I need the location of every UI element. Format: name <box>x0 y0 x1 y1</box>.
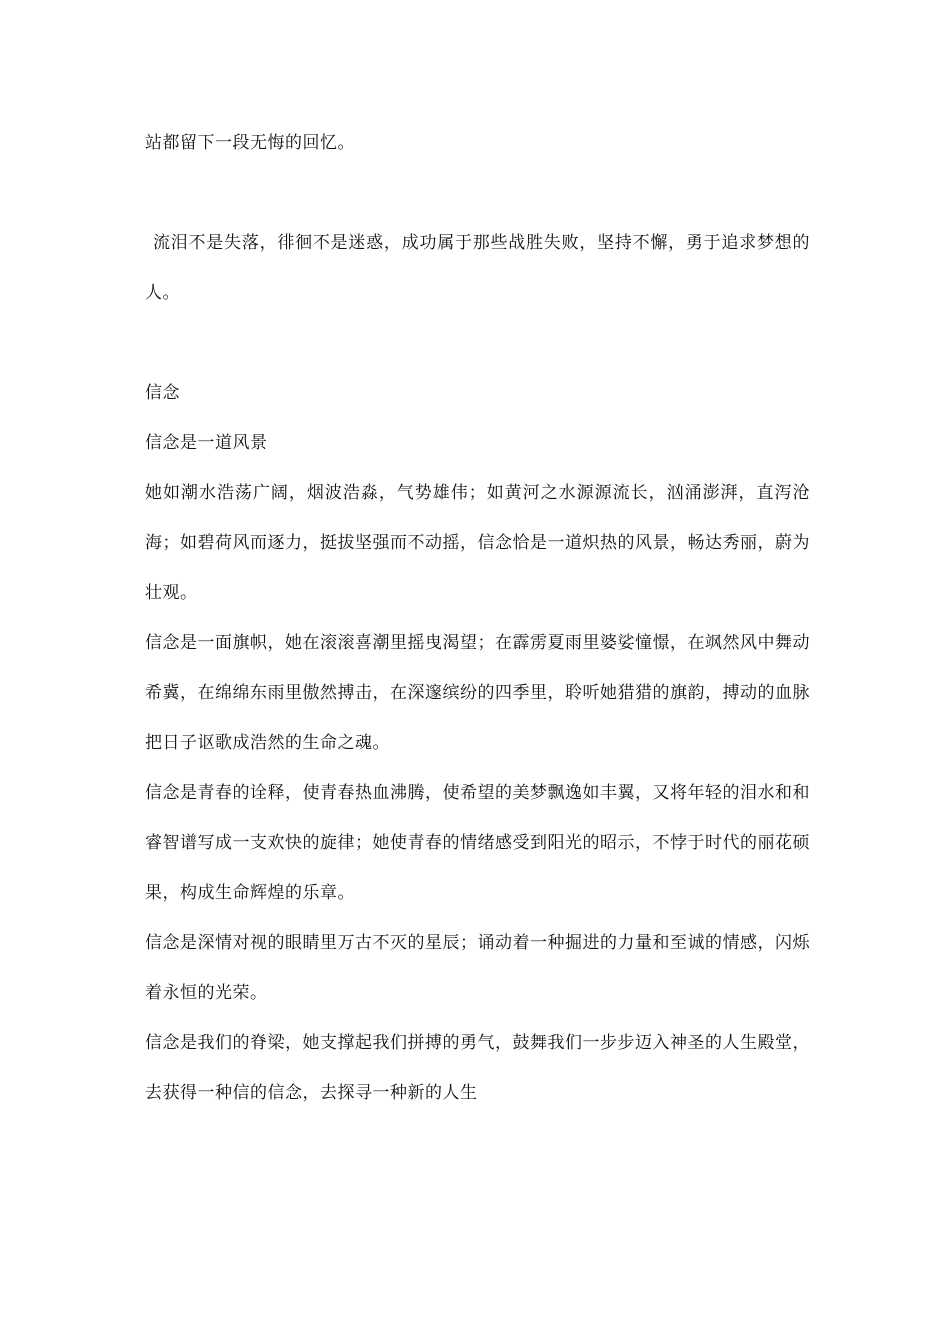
paragraph-memory-ending: 站都留下一段无悔的回忆。 <box>145 133 355 153</box>
paragraph-belief-backbone: 信念是我们的脊梁，她支撑起我们拼搏的勇气，鼓舞我们一步步迈入神圣的人生殿堂，去获得一种信的信念，去探寻一种新的人生 <box>145 1033 810 1103</box>
paragraph-belief-banner: 信念是一面旗帜，她在滚滚喜潮里摇曳渴望；在霹雳夏雨里婆娑憧憬，在飒然风中舞动希冀，在绵绵东雨里傲然搏击，在深邃缤纷的四季里，聆听她猎猎的旗韵，搏动的血脉把日子讴歌成浩然的生命之魂。 <box>145 633 810 753</box>
paragraph-spacer <box>145 168 810 218</box>
document-body <box>145 118 810 1118</box>
paragraph-belief-scenery: 她如潮水浩荡广阔，烟波浩淼，气势雄伟；如黄河之水源源流长，汹涌澎湃，直泻沧海；如碧荷风而逐力，挺拔坚强而不动摇，信念恰是一道炽热的风景，畅达秀丽，蔚为壮观。 <box>145 483 810 603</box>
subheading-belief-scenery: 信念是一道风景 <box>145 433 268 453</box>
paragraph-belief-stars: 信念是深情对视的眼睛里万古不灭的星辰；诵动着一种掘进的力量和至诚的情感，闪烁着永恒的光荣。 <box>145 933 810 1003</box>
paragraph-belief-youth: 信念是青春的诠释，使青春热血沸腾，使希望的美梦飘逸如丰翼，又将年轻的泪水和和睿智谱写成一支欢快的旋律；她使青春的情绪感受到阳光的昭示，不悖于时代的丽花硕果，构成生命辉煌的乐章。 <box>145 783 810 903</box>
paragraph-spacer <box>145 318 810 368</box>
section-heading-belief: 信念 <box>145 383 180 403</box>
paragraph-tears-not-loss: 流泪不是失落，徘徊不是迷惑，成功属于那些战胜失败，坚持不懈，勇于追求梦想的人。 <box>145 233 810 303</box>
